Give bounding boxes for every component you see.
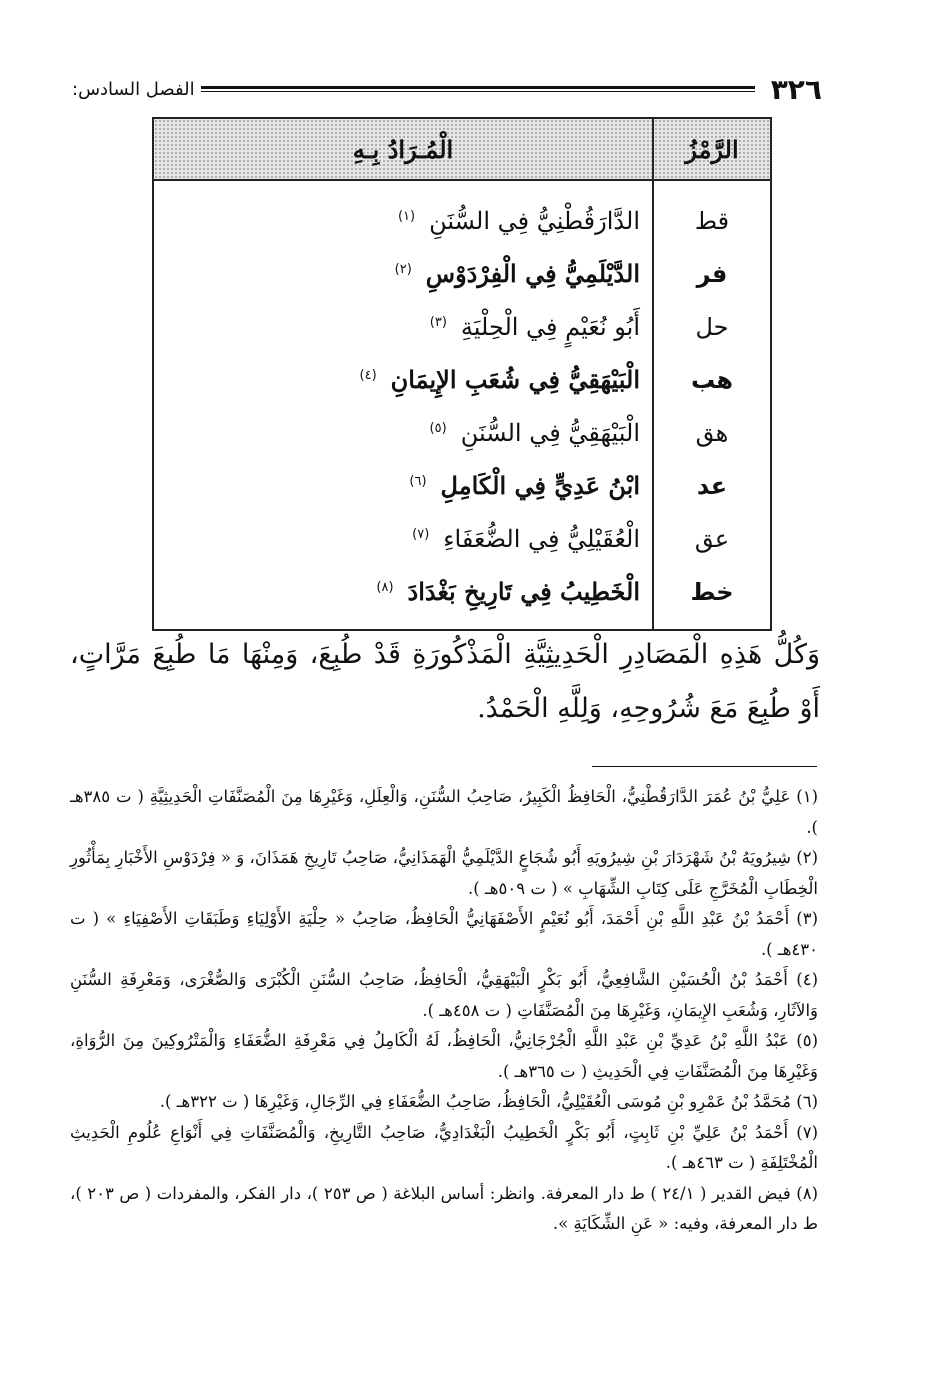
table-header-row <box>153 118 771 180</box>
page-number: ٣٢٦ <box>770 72 822 106</box>
symbol-meaning-cell <box>153 180 653 247</box>
footnote-separator <box>592 766 817 767</box>
symbol-code: عد <box>653 459 771 512</box>
footnote-item: (١) عَلِيُّ بْنُ عُمَرَ الدَّارَقُطْنِيُّ، الْحَافِظُ الْكَبِيرُ، صَاحِبُ السُّنَنِ، وَالْعِلَلِ، وَغَيْرِهَا مِنَ الْمُصَنَّفَاتِ الْحَدِيثِيَّةِ ( ت ٣٨٥هـ ). <box>70 787 818 837</box>
footnote-marker: (١) <box>397 208 416 224</box>
symbol-meaning: الدَّيْلَمِيُّ فِي الْفِرْدَوْسِ <box>425 259 640 288</box>
footnote-marker: (٨) <box>376 580 394 595</box>
footnote-marker: (٧) <box>412 526 430 542</box>
symbol-meaning-cell <box>153 406 653 459</box>
footnote-item: (٣) أَحْمَدُ بْنُ عَبْدِ اللَّهِ بْنِ أَحْمَدَ، أَبُو نُعَيْمٍ الأَصْفَهَانِيُّ الْحَافِظُ، صَاحِبُ « حِلْيَةِ الأَوْلِيَاءِ وَطَبَقَاتِ الأَصْفِيَاءِ » ( ت ٤٣٠هـ ). <box>70 909 818 959</box>
symbol-meaning: الْخَطِيبُ فِي تَارِيخِ بَغْدَادَ <box>407 577 640 606</box>
symbol-code: هق <box>653 406 771 459</box>
table-row <box>153 565 771 630</box>
body-paragraph: وَكُلُّ هَذِهِ الْمَصَادِرِ الْحَدِيثِيَّةِ الْمَذْكُورَةِ قَدْ طُبِعَ، وَمِنْهَا مَا طُبِعَ مَرَّاتٍ، أَوْ طُبِعَ مَعَ شُرُوحِهِ، وَلِلَّهِ الْحَمْدُ. <box>70 639 820 724</box>
footnote-item: (٥) عَبْدُ اللَّهِ بْنُ عَدِيِّ بْنِ عَبْدِ اللَّهِ الْجُرْجَانِيُّ، الْحَافِظُ، لَهُ الْكَامِلُ فِي مَعْرِفَةِ الضُّعَفَاءِ وَالْمَتْرُوكِينَ مِنَ الرُّوَاةِ، وَغَيْرِهَا مِنَ الْمُصَنَّفَاتِ فِي الْحَدِيثِ ( ت ٣٦٥هـ ). <box>70 1031 818 1081</box>
symbol-meaning-cell <box>153 247 653 300</box>
symbol-code: عق <box>653 512 771 565</box>
symbol-meaning-cell <box>153 512 653 565</box>
symbol-meaning: الدَّارَقُطْنِيُّ فِي السُّنَنِ <box>429 206 640 235</box>
footnote-item: (٤) أَحْمَدُ بْنُ الْحُسَيْنِ الشَّافِعِيُّ، أَبُو بَكْرٍ الْبَيْهَقِيُّ، الْحَافِظُ، صَاحِبُ السُّنَنِ الْكُبْرَى وَالصُّغْرَى، وَمَعْرِفَةِ السُّنَنِ وَالآثَارِ، وَشُعَبِ الإِيمَانِ، وَغَيْرِهَا مِنَ الْمُصَنَّفَاتِ ( ت ٤٥٨هـ ). <box>70 970 818 1020</box>
column-header-code: الرَّمْزُ <box>653 118 771 180</box>
symbol-code: فر <box>653 247 771 300</box>
symbol-code: حل <box>653 300 771 353</box>
symbol-meaning-cell <box>153 353 653 406</box>
footnote-item: (٢) شِيرُويَهُ بْنُ شَهْرَدَارَ بْنِ شِيرُويَهِ أَبُو شُجَاعٍ الدَّيْلَمِيُّ الْهَمَذَانِيُّ، صَاحِبُ تَارِيخِ هَمَذَانَ، وَ « فِرْدَوْسِ الأَخْبَارِ بِمَأْثُورِ الْخِطَابِ الْمُخَرَّجِ عَلَى كِتَابِ الشِّهَابِ » ( ت ٥٠٩هـ ). <box>70 848 818 898</box>
symbol-code: قط <box>653 180 771 247</box>
footnote-item: (٦) مُحَمَّدُ بْنُ عَمْرِو بْنِ مُوسَى الْعُقَيْلِيُّ، الْحَافِظُ، صَاحِبُ الضُّعَفَاءِ فِي الرِّجَالِ، وَغَيْرِهَا ( ت ٣٢٢هـ ). <box>159 1092 818 1111</box>
symbol-meaning: الْعُقَيْلِيُّ فِي الضُّعَفَاءِ <box>443 524 640 553</box>
column-header-meaning: الْمُـرَادُ بِـهِ <box>153 118 653 180</box>
symbol-meaning-cell <box>153 300 653 353</box>
table-row <box>153 180 771 247</box>
symbols-table <box>152 117 772 631</box>
footnote-item: (٨) فيض القدير ( ٢٤/١ ) ط دار المعرفة. وانظر: أساس البلاغة ( ص ٢٥٣ )، دار الفكر، والمفردات ( ص ٢٠٣ )، ط دار المعرفة، وفيه: « عَنِ الشِّكَايَةِ ». <box>70 1183 818 1233</box>
symbol-code: هب <box>653 353 771 406</box>
table-row <box>153 512 771 565</box>
footnotes <box>70 782 818 1240</box>
symbol-meaning: ابْنُ عَدِيٍّ فِي الْكَامِلِ <box>440 471 640 500</box>
table-body <box>153 180 771 630</box>
table-row <box>153 459 771 512</box>
footnote-marker: (٤) <box>359 368 377 383</box>
symbol-meaning: الْبَيْهَقِيُّ فِي شُعَبِ الإِيمَانِ <box>390 365 640 394</box>
table-row <box>153 247 771 300</box>
header-rule <box>201 86 755 92</box>
symbol-meaning: الْبَيْهَقِيُّ فِي السُّنَنِ <box>460 418 640 447</box>
footnote-marker: (٢) <box>394 262 412 277</box>
table-row <box>153 353 771 406</box>
footnote-marker: (٦) <box>409 474 427 489</box>
table-row <box>153 300 771 353</box>
page-header <box>72 72 822 106</box>
symbol-meaning-cell <box>153 565 653 630</box>
table-row <box>153 406 771 459</box>
symbol-meaning: أَبُو نُعَيْمٍ فِي الْحِلْيَةِ <box>460 312 640 341</box>
footnote-item: (٧) أَحْمَدُ بْنُ عَلِيِّ بْنِ ثَابِتٍ، أَبُو بَكْرٍ الْخَطِيبُ الْبَغْدَادِيُّ، صَاحِبُ التَّارِيخِ، وَالْمُصَنَّفَاتِ فِي أَنْوَاعِ عُلُومِ الْحَدِيثِ الْمُخْتَلِفَةِ ( ت ٤٦٣هـ ). <box>70 1122 818 1172</box>
footnote-marker: (٥) <box>429 420 447 436</box>
symbol-meaning-cell <box>153 459 653 512</box>
chapter-title: الفصل السادس: <box>72 78 195 100</box>
footnote-marker: (٣) <box>429 314 447 330</box>
symbol-code: خط <box>653 565 771 630</box>
